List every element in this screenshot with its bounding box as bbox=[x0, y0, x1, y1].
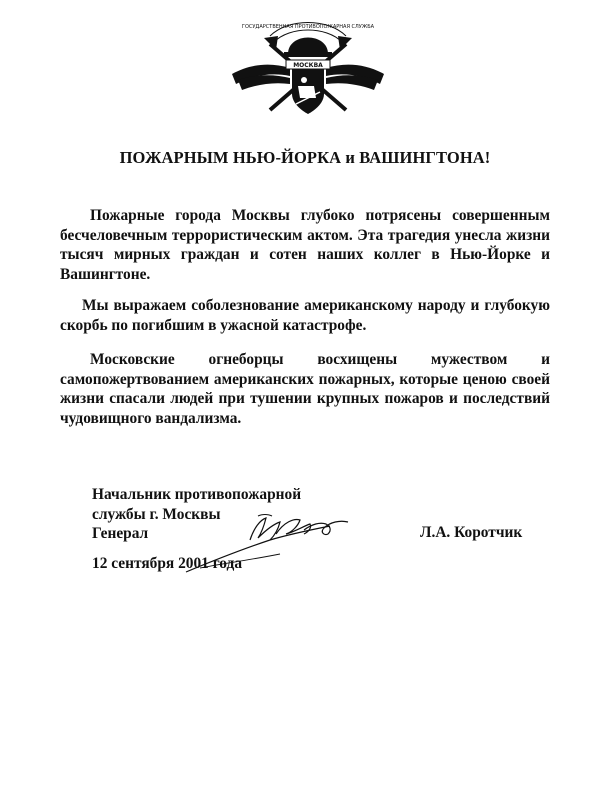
svg-text:МОСКВА: МОСКВА bbox=[293, 62, 323, 69]
signer-rank: Генерал bbox=[92, 525, 149, 543]
page-title: ПОЖАРНЫМ НЬЮ-ЙОРКА и ВАШИНГТОНА! bbox=[119, 148, 491, 167]
letter-date: 12 сентября 2001 года bbox=[92, 555, 243, 572]
svg-text:ГОСУДАРСТВЕННАЯ ПРОТИВОПОЖАРНА: ГОСУДАРСТВЕННАЯ ПРОТИВОПОЖАРНАЯ СЛУЖБА bbox=[241, 24, 375, 30]
paragraph-condolence-admiration: Московские огнеборцы восхищены мужеством и самопожертвованием американских пожарных, которые ценою своей жизни спасали людей при тушении крупных пожаров и последствий чудовищного вандализма. bbox=[60, 351, 550, 427]
paragraph-condolence-intro: Пожарные города Москвы глубоко потрясены совершенным бесчеловечным террористическим актом. Эта трагедия унесла жизни тысяч мирных граждан и сотен наших коллег в Нью-Йорке и Вашингтоне. bbox=[60, 207, 550, 283]
paragraph-condolence-sympathy: Мы выражаем соболезнование американскому народу и глубокую скорбь по погибшим в ужасной катастрофе. bbox=[60, 297, 550, 334]
signer-name: Л.А. Коротчик bbox=[420, 524, 523, 541]
signer-title-line1: Начальник противопожарной bbox=[92, 486, 302, 503]
signer-title-line2: службы г. Москвы bbox=[92, 505, 221, 523]
moscow-fire-service-emblem-icon bbox=[230, 14, 386, 120]
